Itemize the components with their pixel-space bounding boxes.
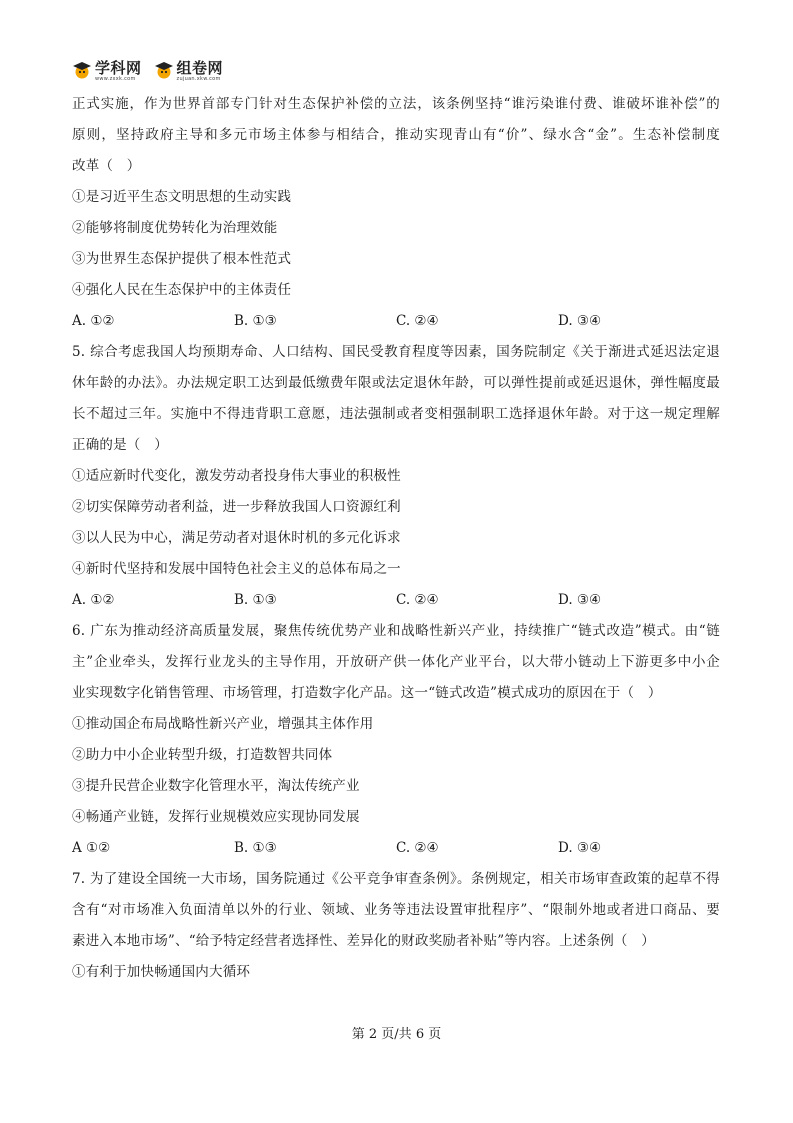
header-logos xyxy=(72,60,235,84)
statement-item: ④强化人民在生态保护中的主体责任 xyxy=(72,282,292,298)
statement-item: ②能够将制度优势转化为治理效能 xyxy=(72,220,278,236)
question-stem-line: 主”企业牵头，发挥行业龙头的主导作用，开放研产供一体化产业平台，以大带小链动上下游更多中小企 xyxy=(72,654,720,670)
statement-item: ④新时代坚持和发展中国特色社会主义的总体布局之一 xyxy=(72,561,401,577)
graduation-cap-icon xyxy=(154,61,174,79)
statement-item: ①是习近平生态文明思想的生动实践 xyxy=(72,189,292,205)
question-5 xyxy=(72,342,720,610)
question-stem-line: 正确的是（ ） xyxy=(72,437,168,453)
logo-name: 学科网 xyxy=(95,59,142,77)
graduation-cap-icon xyxy=(72,61,92,79)
option-b: B. ①③ xyxy=(234,840,277,856)
statement-item: ①推动国企布局战略性新兴产业，增强其主体作用 xyxy=(72,716,374,732)
option-c: C. ②④ xyxy=(396,592,439,608)
statement-item: ②助力中小企业转型升级，打造数智共同体 xyxy=(72,747,333,763)
question-stem-line: 7. 为了建设全国统一大市场，国务院通过《公平竞争审查条例》。条例规定，相关市场审查政策的起草不得 xyxy=(72,871,720,887)
option-b: B. ①③ xyxy=(234,313,277,329)
question-stem-line: 业实现数字化销售管理、市场管理，打造数字化产品。这一“链式改造”模式成功的原因在于（ ） xyxy=(72,685,662,701)
question-stem-line: 长不超过三年。实施中不得违背职工意愿，违法强制或者变相强制职工选择退休年龄。对于这一规定理解 xyxy=(72,406,720,422)
option-c: C. ②④ xyxy=(396,313,439,329)
option-d: D. ③④ xyxy=(558,592,602,608)
statement-item: ③以人民为中心，满足劳动者对退休时机的多元化诉求 xyxy=(72,530,401,546)
option-a: A. ①② xyxy=(72,313,115,329)
statement-item: ③提升民营企业数字化管理水平，淘汰传统产业 xyxy=(72,778,360,794)
statement-item: ①有利于加快畅通国内大循环 xyxy=(72,964,251,980)
option-b: B. ①③ xyxy=(234,592,277,608)
question-stem-line: 含有“对市场准入负面清单以外的行业、领域、业务等违法设置审批程序”、“限制外地或者进口商品、要 xyxy=(72,902,720,918)
logo-xuekewang xyxy=(72,60,142,82)
question-content xyxy=(72,94,720,993)
question-stem-line: 休年龄的办法》。办法规定职工达到最低缴费年限或法定退休年龄，可以弹性提前或延迟退休，弹性幅度最 xyxy=(72,375,720,391)
option-a: A. ①② xyxy=(72,592,115,608)
logo-name: 组卷网 xyxy=(176,59,224,77)
question-stem-line: 原则，坚持政府主导和多元市场主体参与相结合，推动实现青山有“价”、绿水含“金”。生态补偿制度 xyxy=(72,127,720,143)
answer-options xyxy=(72,311,720,331)
question-4 xyxy=(72,94,720,331)
question-stem-line: 6. 广东为推动经济高质量发展，聚焦传统优势产业和战略性新兴产业，持续推广“链式改造”模式。由“链 xyxy=(72,623,720,639)
option-d: D. ③④ xyxy=(558,840,602,856)
logo-zujuanwang xyxy=(154,60,224,82)
logo-url: zujuan.xkw.com xyxy=(176,76,221,82)
statement-item: ④畅通产业链，发挥行业规模效应实现协同发展 xyxy=(72,809,360,825)
question-stem-line: 改革（ ） xyxy=(72,158,141,174)
option-a: A ①② xyxy=(72,840,111,856)
option-c: C. ②④ xyxy=(396,840,439,856)
statement-item: ②切实保障劳动者利益，进一步释放我国人口资源红利 xyxy=(72,499,401,515)
option-d: D. ③④ xyxy=(558,313,602,329)
question-stem-line: 素进入本地市场”、“给予特定经营者选择性、差异化的财政奖励者补贴”等内容。上述条例（ ） xyxy=(72,933,656,949)
answer-options xyxy=(72,590,720,610)
statement-item: ①适应新时代变化，激发劳动者投身伟大事业的积极性 xyxy=(72,468,401,484)
answer-options xyxy=(72,838,720,858)
logo-url: www.zxxk.com xyxy=(95,76,136,82)
question-7 xyxy=(72,869,720,982)
question-stem-line: 5. 综合考虑我国人均预期寿命、人口结构、国民受教育程度等因素，国务院制定《关于渐进式延迟法定退 xyxy=(72,344,720,360)
question-stem-line: 正式实施，作为世界首部专门针对生态保护补偿的立法，该条例坚持“谁污染谁付费、谁破坏谁补偿”的 xyxy=(72,96,720,112)
page-number: 第 2 页/共 6 页 xyxy=(351,1027,442,1042)
question-6 xyxy=(72,621,720,858)
statement-item: ③为世界生态保护提供了根本性范式 xyxy=(72,251,292,267)
